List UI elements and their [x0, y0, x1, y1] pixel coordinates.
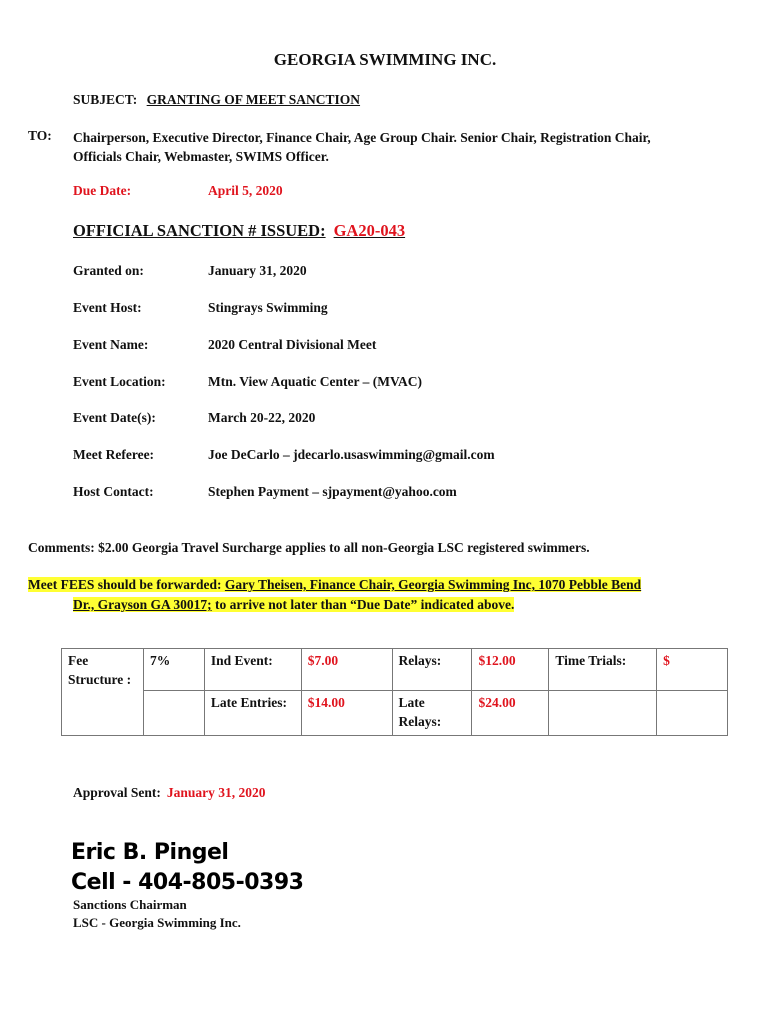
fee-row-late — [62, 691, 728, 736]
sanction-number: GA20-043 — [333, 221, 406, 240]
time-trials-fee: $ — [657, 649, 728, 691]
subject-text: GRANTING OF MEET SANCTION — [146, 92, 361, 107]
fees-note — [28, 575, 728, 615]
signature-name: Eric B. Pingel — [71, 840, 229, 865]
subject-line — [73, 92, 360, 108]
signer-org: LSC - Georgia Swimming Inc. — [73, 915, 241, 930]
late-relays-label: Late Relays: — [392, 691, 472, 736]
detail-label: Granted on: — [73, 263, 144, 278]
recipients-line-1: Chairperson, Executive Director, Finance Chair, Age Group Chair. Senior Chair, Registration Chair, — [73, 130, 651, 145]
empty-cell — [657, 691, 728, 736]
fee-structure-label: Fee Structure : — [62, 649, 144, 736]
document-title: GEORGIA SWIMMING INC. — [273, 50, 497, 69]
fees-address-line-1: Gary Theisen, Finance Chair, Georgia Swimming Inc, 1070 Pebble Bend — [224, 577, 642, 592]
detail-label: Host Contact: — [73, 484, 154, 499]
detail-label: Event Name: — [73, 337, 149, 352]
fees-suffix: to arrive not later than “Due Date” indicated above. — [211, 597, 515, 612]
approval-line — [73, 785, 266, 801]
signer-title: Sanctions Chairman — [73, 897, 187, 912]
detail-value: 2020 Central Divisional Meet — [208, 337, 377, 352]
sanction-heading — [73, 221, 405, 241]
approval-label: Approval Sent: — [73, 785, 161, 800]
fees-prefix: Meet FEES should be forwarded: — [28, 577, 225, 592]
fee-table — [61, 648, 728, 736]
empty-cell — [549, 691, 657, 736]
detail-label: Meet Referee: — [73, 447, 155, 462]
recipients-line-2: Officials Chair, Webmaster, SWIMS Officer. — [73, 149, 329, 164]
detail-label: Event Host: — [73, 300, 142, 315]
detail-value: Stingrays Swimming — [208, 300, 328, 315]
due-date-label: Due Date: — [73, 183, 132, 198]
detail-value: Mtn. View Aquatic Center – (MVAC) — [208, 374, 422, 389]
signature-cell: Cell - 404-805-0393 — [71, 870, 304, 895]
detail-label: Event Date(s): — [73, 410, 156, 425]
sanction-label: OFFICIAL SANCTION # ISSUED: — [73, 221, 326, 240]
detail-value: Stephen Payment – sjpayment@yahoo.com — [208, 484, 457, 499]
late-entries-label: Late Entries: — [204, 691, 301, 736]
detail-value: January 31, 2020 — [208, 263, 307, 278]
relays-fee: $12.00 — [472, 649, 549, 691]
relays-label: Relays: — [392, 649, 472, 691]
time-trials-label: Time Trials: — [549, 649, 657, 691]
ind-event-label: Ind Event: — [204, 649, 301, 691]
detail-value: Joe DeCarlo – jdecarlo.usaswimming@gmail.com — [208, 447, 495, 462]
fees-address-line-2: Dr., Grayson GA 30017; — [73, 597, 212, 612]
late-entries-fee: $14.00 — [301, 691, 392, 736]
empty-cell — [143, 691, 204, 736]
late-relays-fee: $24.00 — [472, 691, 549, 736]
subject-label: SUBJECT: — [73, 92, 138, 107]
fee-percent: 7% — [143, 649, 204, 691]
comments: Comments: $2.00 Georgia Travel Surcharge applies to all non-Georgia LSC registered swimmers. — [28, 540, 590, 555]
ind-event-fee: $7.00 — [301, 649, 392, 691]
fee-row-regular — [62, 649, 728, 691]
to-label: TO: — [28, 128, 52, 143]
detail-value: March 20-22, 2020 — [208, 410, 316, 425]
approval-date: January 31, 2020 — [166, 785, 266, 800]
recipients — [73, 128, 743, 166]
due-date-value: April 5, 2020 — [208, 183, 283, 198]
detail-label: Event Location: — [73, 374, 166, 389]
